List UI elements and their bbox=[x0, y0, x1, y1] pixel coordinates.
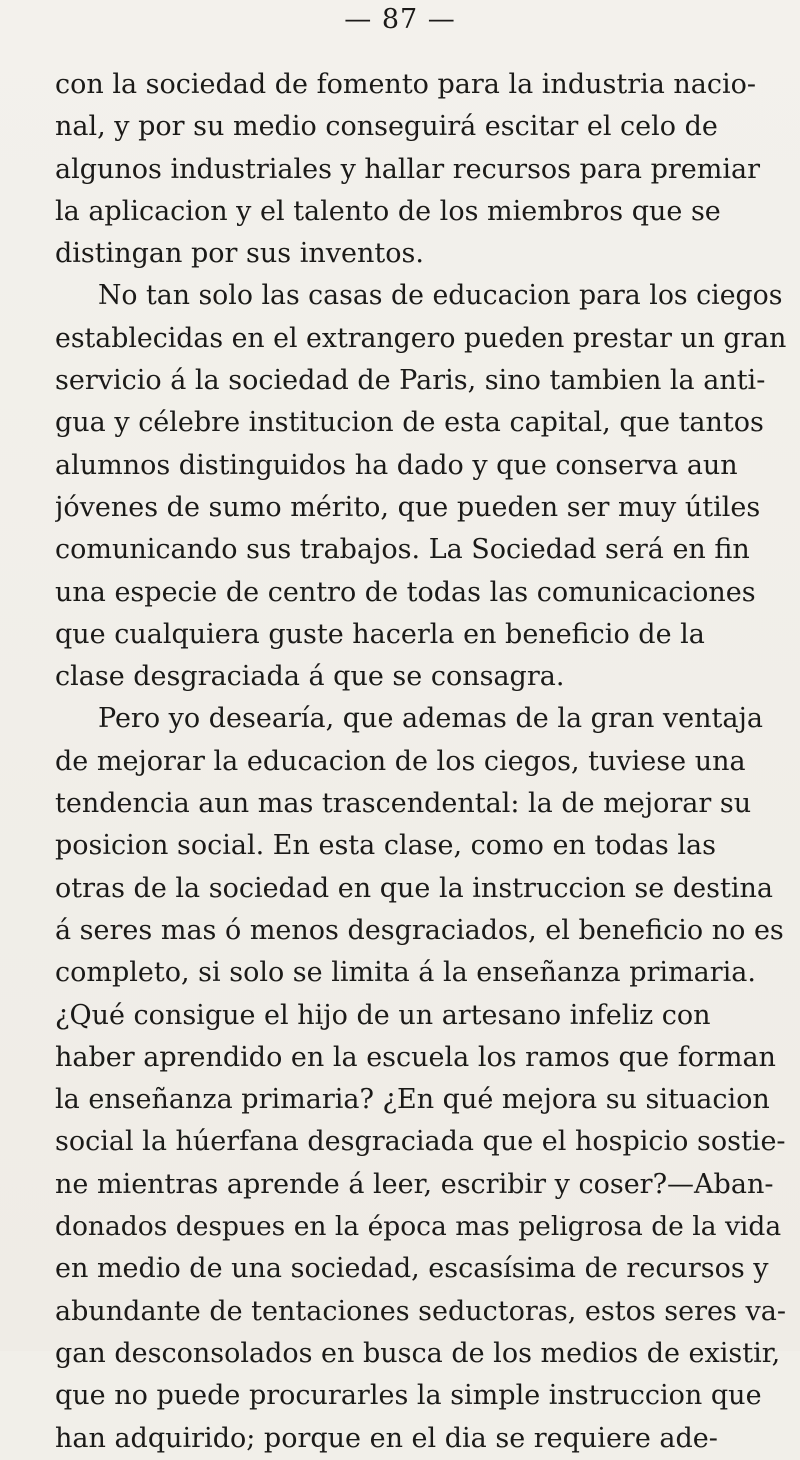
text-line: alumnos distinguidos ha dado y que conserva aun bbox=[55, 449, 738, 481]
text-line: clase desgraciada á que se consagra. bbox=[55, 661, 565, 693]
text-line: servicio á la sociedad de Paris, sino tambien la anti- bbox=[55, 365, 766, 397]
text-line: Pero yo desearía, que ademas de la gran ventaja bbox=[98, 703, 763, 735]
text-line: algunos industriales y hallar recursos para premiar bbox=[55, 153, 760, 185]
text-line: una especie de centro de todas las comunicaciones bbox=[55, 576, 756, 608]
text-line: nal, y por su medio conseguirá escitar el celo de bbox=[55, 111, 718, 143]
text-line: en medio de una sociedad, escasísima de recursos y bbox=[55, 1253, 769, 1285]
text-line: tendencia aun mas trascendental: la de mejorar su bbox=[55, 788, 752, 820]
text-line: que cualquiera guste hacerla en beneficio de la bbox=[55, 618, 705, 650]
body-text bbox=[55, 64, 787, 1460]
text-line: á seres mas ó menos desgraciados, el beneficio no es bbox=[55, 914, 784, 946]
text-line: comunicando sus trabajos. La Sociedad será en fin bbox=[55, 534, 750, 566]
text-line: abundante de tentaciones seductoras, estos seres va- bbox=[55, 1295, 786, 1327]
text-line: ¿Qué consigue el hijo de un artesano infeliz con bbox=[55, 999, 711, 1031]
text-line: ne mientras aprende á leer, escribir y coser?—Aban- bbox=[55, 1168, 774, 1200]
text-line: establecidas en el extrangero pueden prestar un gran bbox=[55, 322, 787, 354]
text-line: No tan solo las casas de educacion para los ciegos bbox=[98, 280, 783, 312]
text-line: donados despues en la época mas peligrosa de la vida bbox=[55, 1211, 782, 1243]
text-line: la enseñanza primaria? ¿En qué mejora su situacion bbox=[55, 1084, 770, 1116]
text-line: con la sociedad de fomento para la industria nacio- bbox=[55, 69, 757, 100]
text-line: de mejorar la educacion de los ciegos, tuviese una bbox=[55, 745, 746, 777]
text-line: otras de la sociedad en que la instruccion se destina bbox=[55, 872, 773, 904]
page-number: — 87 — bbox=[344, 4, 456, 35]
text-line: distingan por sus inventos. bbox=[55, 238, 424, 270]
text-line: que no puede procurarles la simple instruccion que bbox=[55, 1380, 762, 1412]
text-line: posicion social. En esta clase, como en todas las bbox=[55, 830, 716, 862]
text-line: gua y célebre institucion de esta capital, que tantos bbox=[55, 407, 764, 439]
text-line: la aplicacion y el talento de los miembros que se bbox=[55, 195, 721, 227]
text-line: jóvenes de sumo mérito, que pueden ser muy útiles bbox=[55, 491, 761, 523]
text-line: han adquirido; porque en el dia se requiere ade- bbox=[55, 1422, 718, 1454]
text-line: completo, si solo se limita á la enseñanza primaria. bbox=[55, 957, 756, 989]
text-line: gan desconsolados en busca de los medios de existir, bbox=[55, 1337, 781, 1369]
text-line: haber aprendido en la escuela los ramos que forman bbox=[55, 1041, 776, 1073]
text-line: social la húerfana desgraciada que el hospicio sostie- bbox=[55, 1126, 786, 1158]
